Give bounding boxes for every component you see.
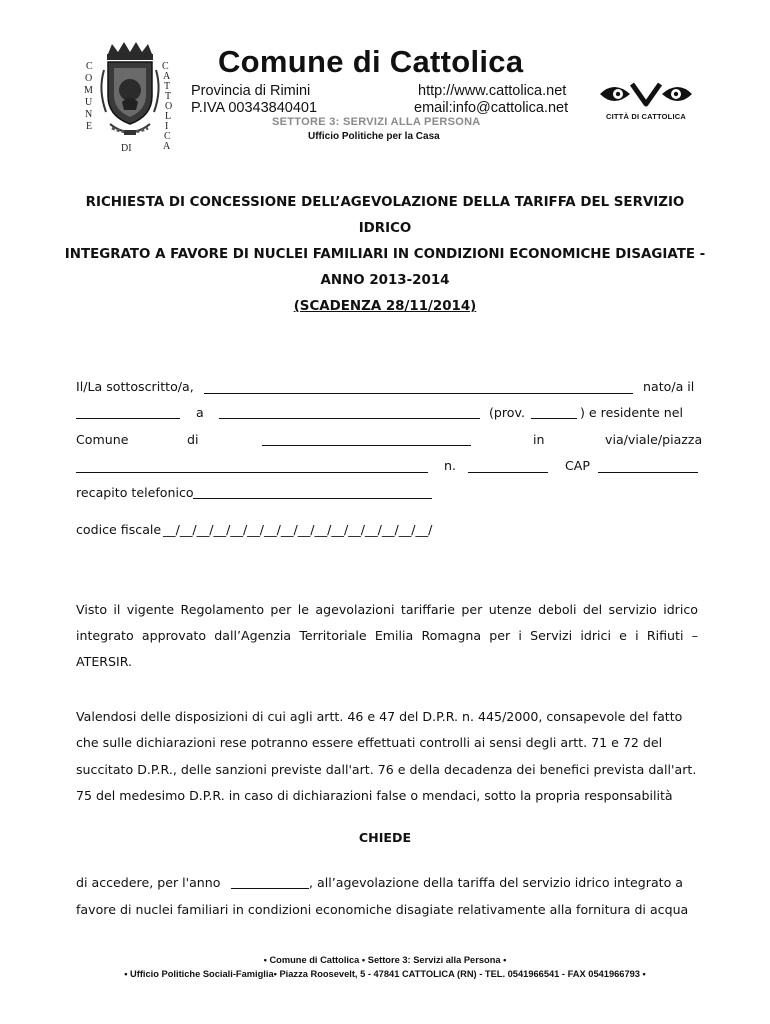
city-logo	[596, 78, 696, 124]
paragraph-line: che sulle dichiarazioni rese potranno essere effettuati controlli ai sensi degli artt. 71 e 72 del	[76, 735, 663, 750]
section-heading: CHIEDE	[358, 830, 412, 845]
crest-letter: C	[86, 61, 93, 72]
fiscal-code-boxes[interactable]: __/__/__/__/__/__/__/__/__/__/__/__/__/__/__/__/	[163, 522, 433, 537]
prov-label: (prov.	[489, 405, 525, 420]
crest-letter: DI	[121, 143, 132, 154]
sector-text: SETTORE 3: SERVIZI ALLA PERSONA	[272, 116, 481, 128]
crest-letter: L	[165, 111, 172, 122]
crest-letter: C	[162, 61, 169, 72]
deadline: (SCADENZA 28/11/2014)	[293, 299, 477, 314]
title-line: ANNO 2013-2014	[320, 273, 450, 288]
footer-line: • Ufficio Politiche Sociali-Famiglia• Piazza Roosevelt, 5 - 47841 CATTOLICA (RN) - TEL. 0541966541 - FAX 0541966793 •	[124, 969, 646, 979]
cap-field[interactable]	[598, 472, 698, 473]
crest-logo	[74, 40, 186, 156]
title-line: INTEGRATO A FAVORE DI NUCLEI FAMILIARI IN CONDIZIONI ECONOMICHE DISAGIATE -	[64, 247, 706, 262]
email-link[interactable]: email:info@cattolica.net	[414, 100, 569, 116]
organization-title: Comune di Cattolica	[218, 44, 524, 79]
office-text: Ufficio Politiche per la Casa	[308, 131, 440, 142]
phone-field[interactable]	[193, 498, 432, 499]
birthplace-label: a	[196, 405, 204, 420]
name-field[interactable]	[204, 393, 633, 394]
street-field[interactable]	[76, 472, 428, 473]
province-text: Provincia di Rimini	[191, 83, 311, 99]
crest-letter: M	[84, 85, 93, 96]
paragraph-line: succitato D.P.R., delle sanzioni previste dall'art. 76 e della decadenza dei benefici prevista dall'art.	[76, 762, 697, 777]
year-field[interactable]	[231, 888, 309, 889]
resident-label: ) e residente nel	[580, 405, 684, 420]
number-label: n.	[444, 458, 456, 473]
logo-caption: CITTÀ DI CATTOLICA	[606, 112, 686, 121]
province-field[interactable]	[531, 418, 577, 419]
birth-date-field[interactable]	[76, 418, 180, 419]
crest-letter: E	[86, 121, 93, 132]
di-label: di	[187, 432, 199, 447]
undersigned-label: Il/La sottoscritto/a,	[76, 379, 194, 394]
paragraph-line: Valendosi delle disposizioni di cui agli artt. 46 e 47 del D.P.R. n. 445/2000, consapevole del fatto	[76, 709, 683, 724]
in-label: in	[533, 432, 545, 447]
crest-letter: A	[163, 141, 171, 152]
crest-letter: C	[164, 131, 171, 142]
title-line: RICHIESTA DI CONCESSIONE DELL’AGEVOLAZIONE DELLA TARIFFA DEL SERVIZIO IDRICO	[85, 195, 685, 236]
vat-number: P.IVA 00343840401	[191, 100, 318, 116]
born-label: nato/a il	[643, 379, 695, 394]
footer-line: • Comune di Cattolica • Settore 3: Servizi alla Persona •	[263, 955, 507, 965]
crest-letter: A	[163, 71, 171, 82]
crest-letter: N	[85, 109, 93, 120]
document-title	[60, 190, 710, 320]
crest-letter: O	[165, 101, 173, 112]
phone-label: recapito telefonico	[76, 485, 194, 500]
crest-letter: O	[85, 73, 93, 84]
crest-letter: I	[165, 121, 169, 132]
fiscal-code-label: codice fiscale	[76, 522, 162, 537]
comune-label: Comune	[76, 432, 129, 447]
street-label: via/viale/piazza	[605, 432, 703, 447]
crest-letter: T	[165, 91, 172, 102]
crest-letter: U	[85, 97, 93, 108]
crest-letter: T	[164, 81, 171, 92]
street-number-field[interactable]	[468, 472, 548, 473]
paragraph-regulation: Visto il vigente Regolamento per le agevolazioni tariffarie per utenze deboli del servizio idrico integrato approvato dall’Agenzia Territoriale Emilia Romagna per i Servizi idrici e i Rifiuti – ATERSIR.	[76, 602, 698, 669]
paragraph-line: 75 del medesimo D.P.R. in caso di dichiarazioni false o mendaci, sotto la propria responsabilità	[76, 788, 673, 803]
request-text: , all’agevolazione della tariffa del servizio idrico integrato a	[309, 875, 684, 890]
request-text: di accedere, per l'anno	[76, 875, 221, 890]
residence-city-field[interactable]	[262, 445, 471, 446]
city-logo-icon	[596, 78, 696, 110]
cap-label: CAP	[565, 458, 591, 473]
request-text: favore di nuclei familiari in condizioni economiche disagiate relativamente alla fornitura di acqua	[76, 902, 689, 917]
website-link[interactable]: http://www.cattolica.net	[418, 83, 567, 99]
birthplace-field[interactable]	[219, 418, 480, 419]
